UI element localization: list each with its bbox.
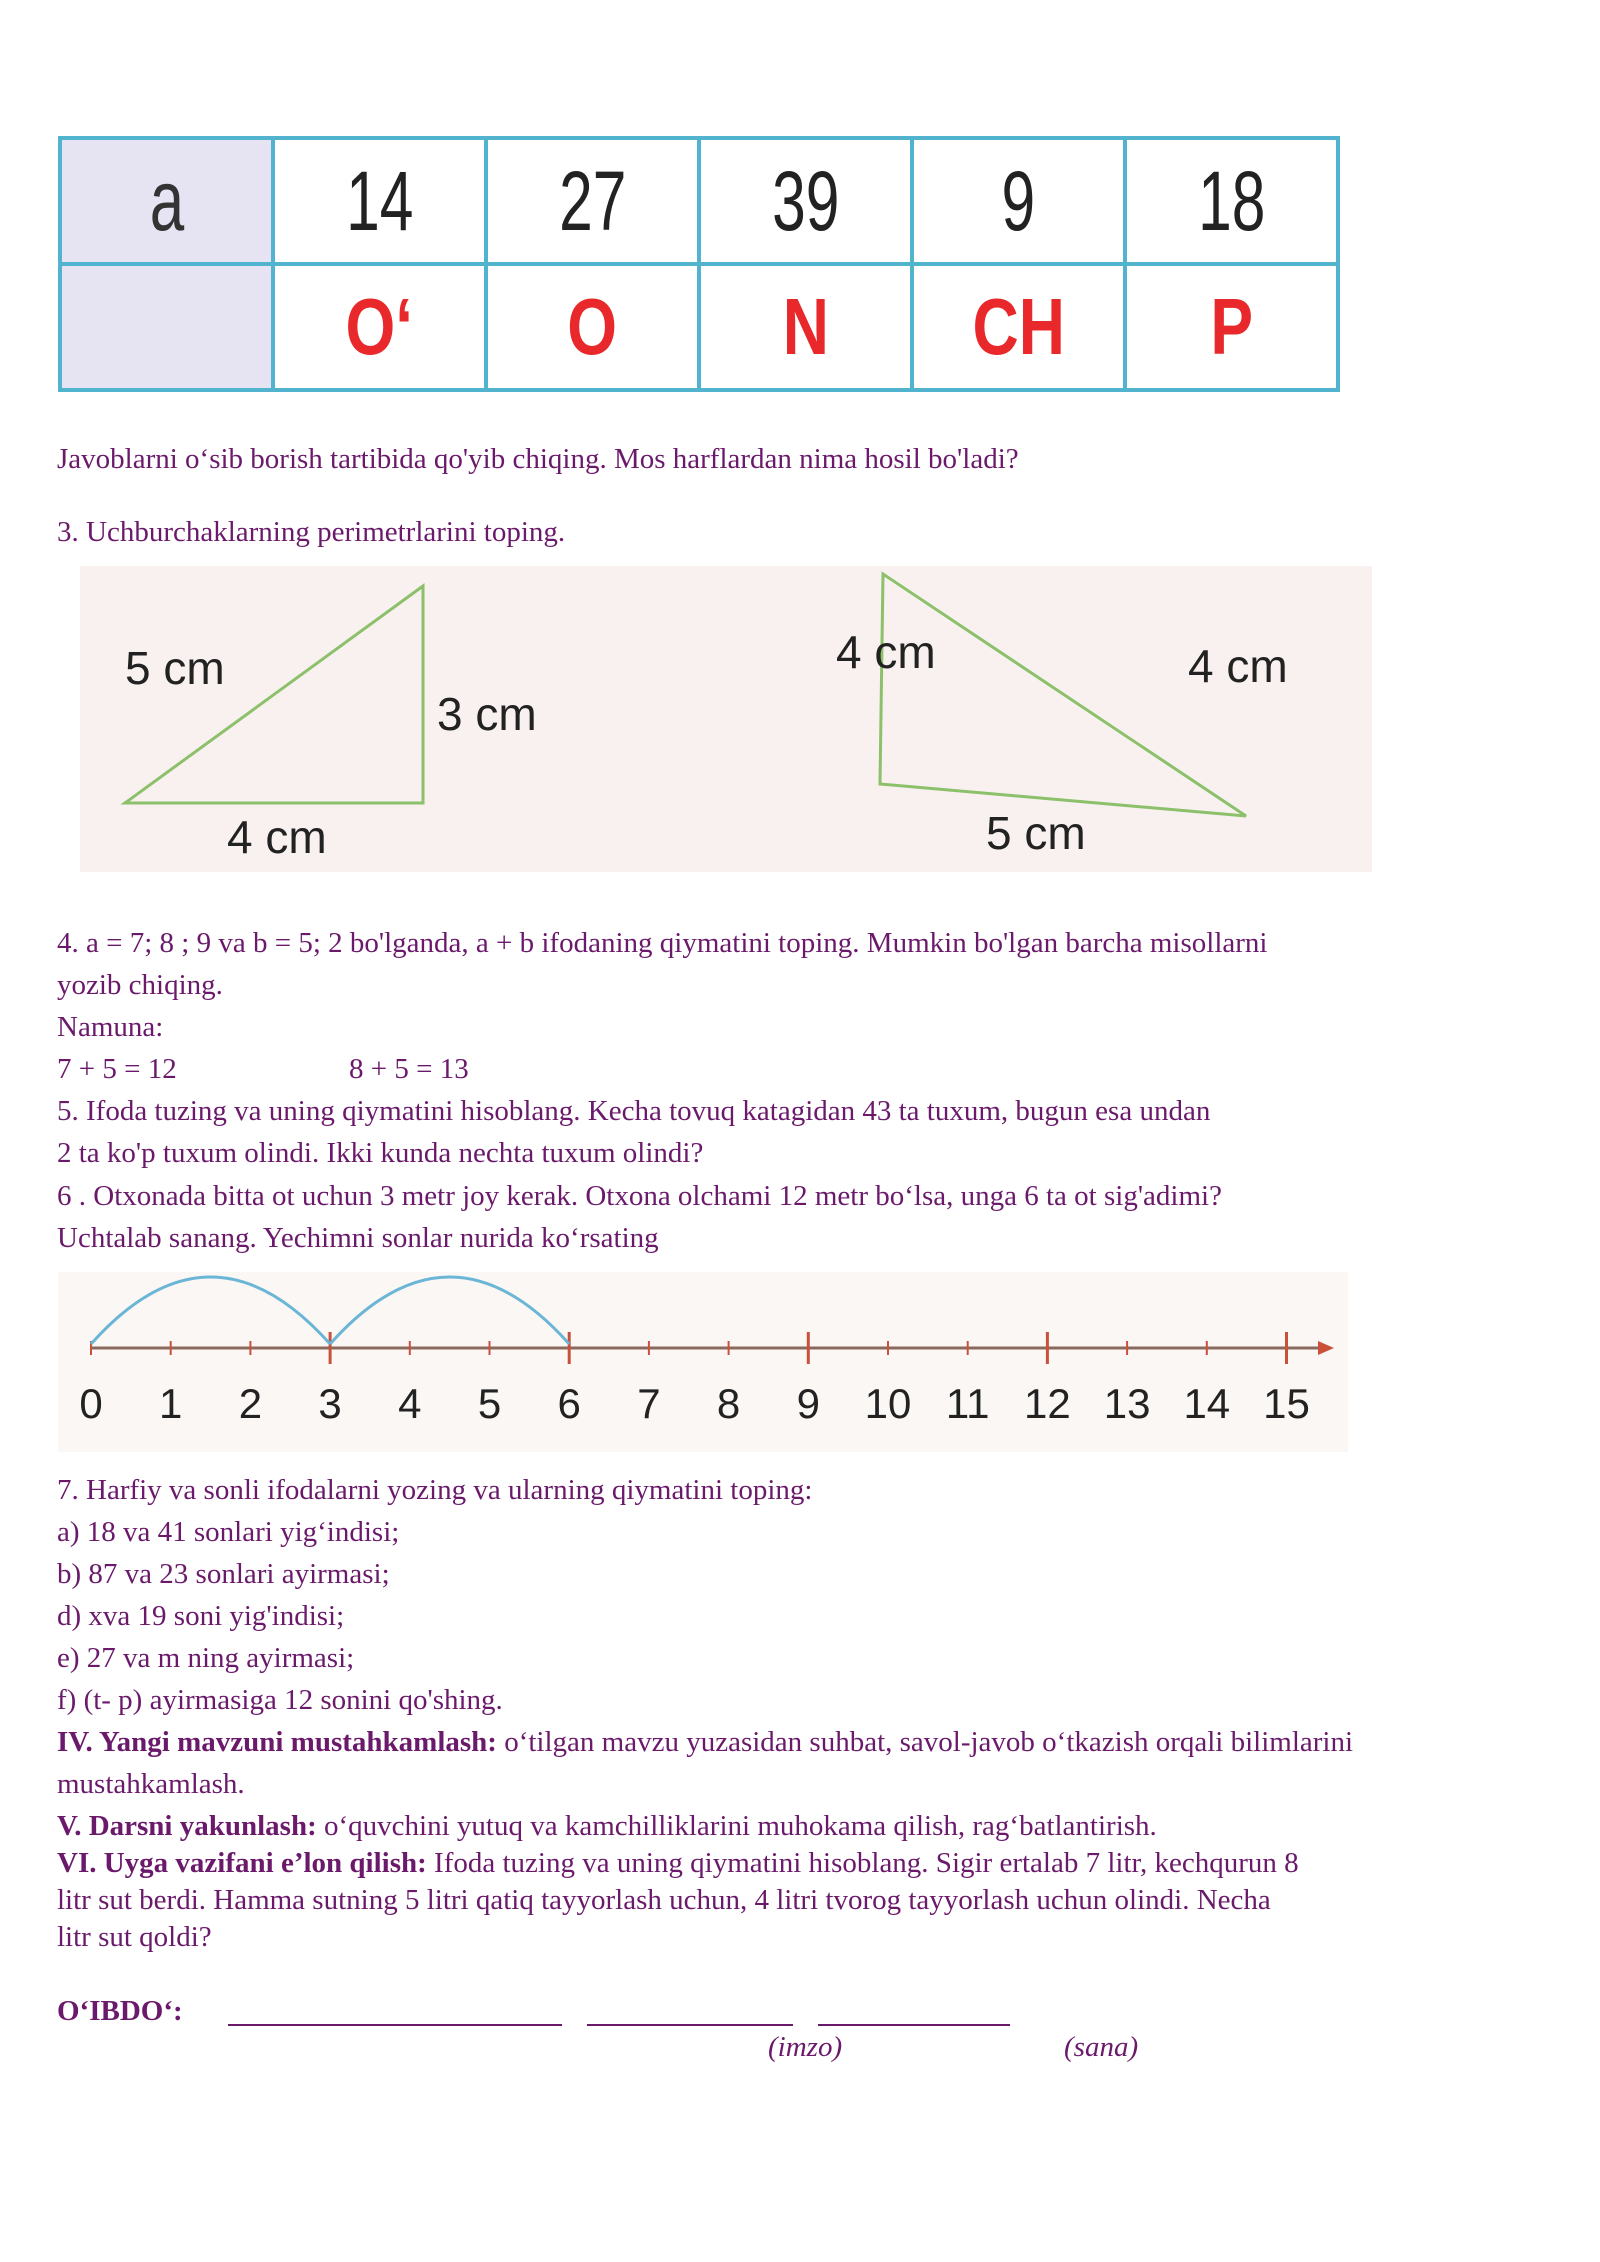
letter-cell: N — [699, 264, 912, 390]
sign-label: O‘IBDO‘: — [57, 1995, 183, 2027]
letter-cell: P — [1125, 264, 1338, 390]
letters-row — [60, 264, 1338, 390]
signature-line — [587, 2024, 793, 2026]
date-line — [818, 2024, 1010, 2026]
task5-line2: 2 ta ko'p tuxum olindi. Ikki kunda nechta tuxum olindi? — [57, 1137, 704, 1169]
number-line-label: 1 — [159, 1380, 183, 1427]
signature-caption: (imzo) — [768, 2031, 843, 2063]
number-line-label: 11 — [945, 1380, 990, 1427]
number-line-label: 12 — [1024, 1380, 1071, 1427]
section6-line2: litr sut berdi. Hamma sutning 5 litri qatiq tayyorlash uchun, 4 litri tvorog tayyorlash uchun olindi. Necha — [57, 1884, 1271, 1916]
code-table — [58, 136, 1340, 392]
isosceles-triangle — [880, 574, 1246, 816]
right-triangle-hyp-label: 5 cm — [125, 642, 225, 694]
triangles-figure — [80, 566, 1372, 872]
number-cell: 18 — [1125, 138, 1338, 264]
section6-line3: litr sut qoldi? — [57, 1921, 212, 1953]
numbers-row — [60, 138, 1338, 264]
task7-item-f: f) (t- p) ayirmasiga 12 sonini qo'shing. — [57, 1684, 503, 1716]
number-line-label: 10 — [864, 1380, 912, 1427]
number-line-figure — [58, 1272, 1348, 1452]
number-line-label: 2 — [238, 1380, 263, 1427]
isosceles-base-label: 5 cm — [986, 807, 1086, 859]
header-cell-a: a — [60, 138, 273, 264]
isosceles-right-label: 4 cm — [1188, 640, 1288, 692]
number-line-label: 9 — [796, 1380, 820, 1427]
task7-item-b: b) 87 va 23 sonlari ayirmasi; — [57, 1558, 390, 1590]
task7-text: 7. Harfiy va sonli ifodalarni yozing va ularning qiymatini toping: — [57, 1474, 813, 1506]
number-line-jump-arc — [91, 1277, 330, 1344]
number-cell: 39 — [699, 138, 912, 264]
number-line-label: 3 — [318, 1380, 342, 1427]
number-cell: 27 — [486, 138, 699, 264]
number-line-label: 4 — [398, 1380, 422, 1427]
number-line-label: 0 — [79, 1380, 103, 1427]
letter-cell: CH — [912, 264, 1125, 390]
number-line-label: 8 — [716, 1380, 741, 1427]
task6-line1: 6 . Otxonada bitta ot uchun 3 metr joy kerak. Otxona olchami 12 metr bo‘lsa, unga 6 ta ot sig'adimi? — [57, 1180, 1222, 1212]
letter-cell: O — [486, 264, 699, 390]
header-cell-empty — [60, 264, 273, 390]
task7-item-e: e) 27 va m ning ayirmasi; — [57, 1642, 355, 1674]
number-line-label: 13 — [1103, 1380, 1151, 1427]
task7-item-a: a) 18 va 41 sonlari yig‘indisi; — [57, 1516, 400, 1548]
number-line-jump-arc — [330, 1277, 569, 1344]
section4-text: o‘tilgan mavzu yuzasidan suhbat, savol-javob o‘tkazish orqali bilimlarini — [496, 1726, 1354, 1758]
section6-line1 — [57, 1842, 1299, 1884]
task3-text: 3. Uchburchaklarning perimetrlarini toping. — [57, 516, 566, 548]
section5-text: o‘quvchini yutuq va kamchilliklarini muhokama qilish, rag‘batlantirish. — [316, 1810, 1157, 1842]
right-triangle-base-label: 4 cm — [227, 811, 327, 863]
number-cell: 14 — [273, 138, 486, 264]
number-line-label: 6 — [557, 1380, 581, 1427]
instruction-order-text: Javoblarni o‘sib borish tartibida qo'yib chiqing. Mos harflardan nima hosil bo'ladi? — [57, 443, 1019, 475]
section5-title: V. Darsni yakunlash: — [57, 1810, 317, 1842]
section4-line1 — [57, 1721, 1353, 1763]
isosceles-left-label: 4 cm — [836, 626, 936, 678]
number-line-label: 15 — [1263, 1380, 1310, 1427]
letter-cell: O‘ — [273, 264, 486, 390]
section6-text: Ifoda tuzing va uning qiymatini hisoblang. Sigir ertalab 7 litr, kechqurun 8 — [426, 1847, 1299, 1879]
section6-title: VI. Uyga vazifani e’lon qilish: — [57, 1847, 427, 1879]
section4-title: IV. Yangi mavzuni mustahkamlash: — [57, 1726, 497, 1758]
number-line-label: 14 — [1183, 1380, 1231, 1427]
number-cell: 9 — [912, 138, 1125, 264]
right-triangle-vertical-label: 3 cm — [437, 688, 537, 740]
section4-line2: mustahkamlash. — [57, 1768, 245, 1800]
sample-equation-2: 8 + 5 = 13 — [349, 1053, 469, 1085]
task4-line1: 4. a = 7; 8 ; 9 va b = 5; 2 bo'lganda, a + b ifodaning qiymatini toping. Mumkin bo'lgan barcha misollarni — [57, 927, 1268, 959]
task6-line2: Uchtalab sanang. Yechimni sonlar nurida ko‘rsating — [57, 1222, 659, 1254]
right-triangle — [125, 586, 423, 803]
task7-item-d: d) xva 19 soni yig'indisi; — [57, 1600, 345, 1632]
task5-line1: 5. Ifoda tuzing va uning qiymatini hisoblang. Kecha tovuq katagidan 43 ta tuxum, bugun esa undan — [57, 1095, 1211, 1127]
sample-equation-1: 7 + 5 = 12 — [57, 1053, 177, 1085]
section5-line — [57, 1805, 1157, 1847]
date-caption: (sana) — [1064, 2031, 1139, 2063]
number-line-label: 7 — [637, 1380, 661, 1427]
task4-line2: yozib chiqing. — [57, 969, 223, 1001]
number-line-label: 5 — [477, 1380, 502, 1427]
sample-label: Namuna: — [57, 1011, 164, 1043]
number-line-arrow — [1318, 1341, 1334, 1355]
name-line — [228, 2024, 562, 2026]
